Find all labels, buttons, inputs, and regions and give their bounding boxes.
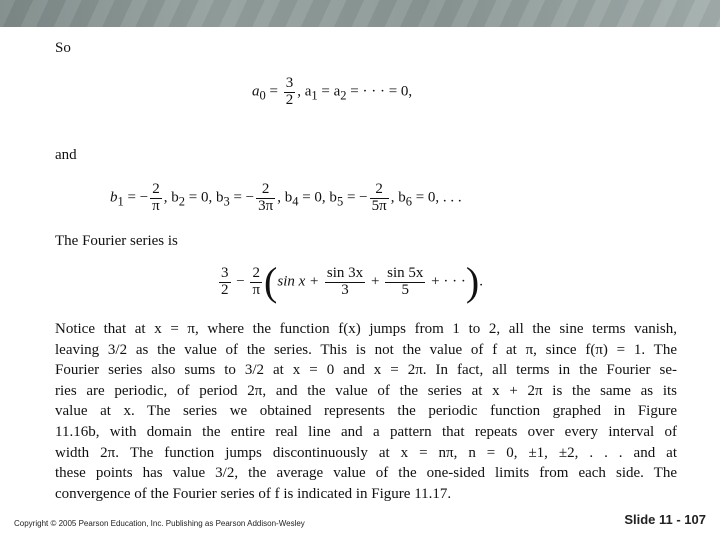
text-fourier-series-is: The Fourier series is xyxy=(55,233,178,249)
text-so: So xyxy=(55,40,71,56)
fraction-sin3x: $\frac{\sin 3x}{3}$ xyxy=(326,264,364,298)
paragraph-line: 11.16b, with domain the entire real line and a pattern that repeats over every interval of xyxy=(55,423,677,440)
equation-a-coefficients: $a_0$ = $\frac{3}{2}$ , $a_1 = a_2$ = · · · = 0, xyxy=(252,75,413,108)
equation-b-coefficients: $b_1$ = − $\frac{2}{\pi}$ , $b_2 = 0$, $b_3$ = − $\frac{2}{3\pi}$ , $b_4 = 0$, $b_5$ = − $\frac{2}{5\pi}$ , $b_6 = 0$, . . . xyxy=(110,181,462,214)
paragraph-line: ries are periodic, of period 2π, and the value of the series at x + 2π is the same as its xyxy=(55,382,677,399)
slide-number: Slide 11 - 107 xyxy=(624,512,706,527)
fraction-three-halves: $\frac{3}{2}$ xyxy=(285,75,294,108)
fraction-b1: $\frac{2}{\pi}$ xyxy=(152,181,160,214)
copyright-notice: Copyright © 2005 Pearson Education, Inc. Publishing as Pearson Addison-Wesley xyxy=(14,519,305,528)
paragraph-line: width 2π. The function jumps discontinuously at x = nπ, n = 0, ±1, ±2, . . . and at xyxy=(55,444,677,461)
open-paren: ( xyxy=(264,259,278,304)
term-sin-x: sin x + xyxy=(277,273,323,290)
fraction-b3: $\frac{2}{3\pi}$ xyxy=(258,181,274,214)
fraction-three-halves-series: $\frac{3}{2}$ xyxy=(221,264,229,298)
explanation-paragraph xyxy=(55,319,677,504)
symbol-a0: a xyxy=(252,83,260,100)
text-and: and xyxy=(55,147,77,163)
close-paren: ) xyxy=(465,259,480,304)
a1-prefix: , a xyxy=(297,83,312,100)
fraction-sin5x: $\frac{\sin 5x}{5}$ xyxy=(387,264,424,298)
top-banner xyxy=(0,0,720,27)
paragraph-line: Notice that at x = π, where the function f(x) jumps from 1 to 2, all the sine terms vanish, xyxy=(55,321,677,337)
paragraph-line: these points has value 3/2, the average value of the one-sided limits from each side. The xyxy=(55,465,677,482)
equals-sign: = xyxy=(269,83,278,100)
paragraph-line: Fourier series also sums to 3/2 at x = 0 and x = 2π. In fact, all terms in the Fourier se- xyxy=(55,362,677,379)
fraction-b5: $\frac{2}{5\pi}$ xyxy=(371,181,387,214)
equation-fourier-series: $\frac{3}{2}$ − $\frac{2}{\pi}$ (sin x + $\frac{\sin 3x}{3}$ + $\frac{\sin 5x}{5}$ + · · ·). xyxy=(221,259,483,304)
paragraph-line: leaving 3/2 as the value of the series. This is not the value of f at π, since f(π) = 1. The xyxy=(55,341,677,358)
paragraph-line: convergence of the Fourier series of f is indicated in Figure 11.17. xyxy=(55,485,452,502)
sub-a0: 0 xyxy=(259,88,266,103)
fraction-two-over-pi: $\frac{2}{\pi}$ xyxy=(252,264,261,298)
paragraph-line: value at x. The series we obtained represents the periodic function graphed in Figure xyxy=(55,403,677,420)
